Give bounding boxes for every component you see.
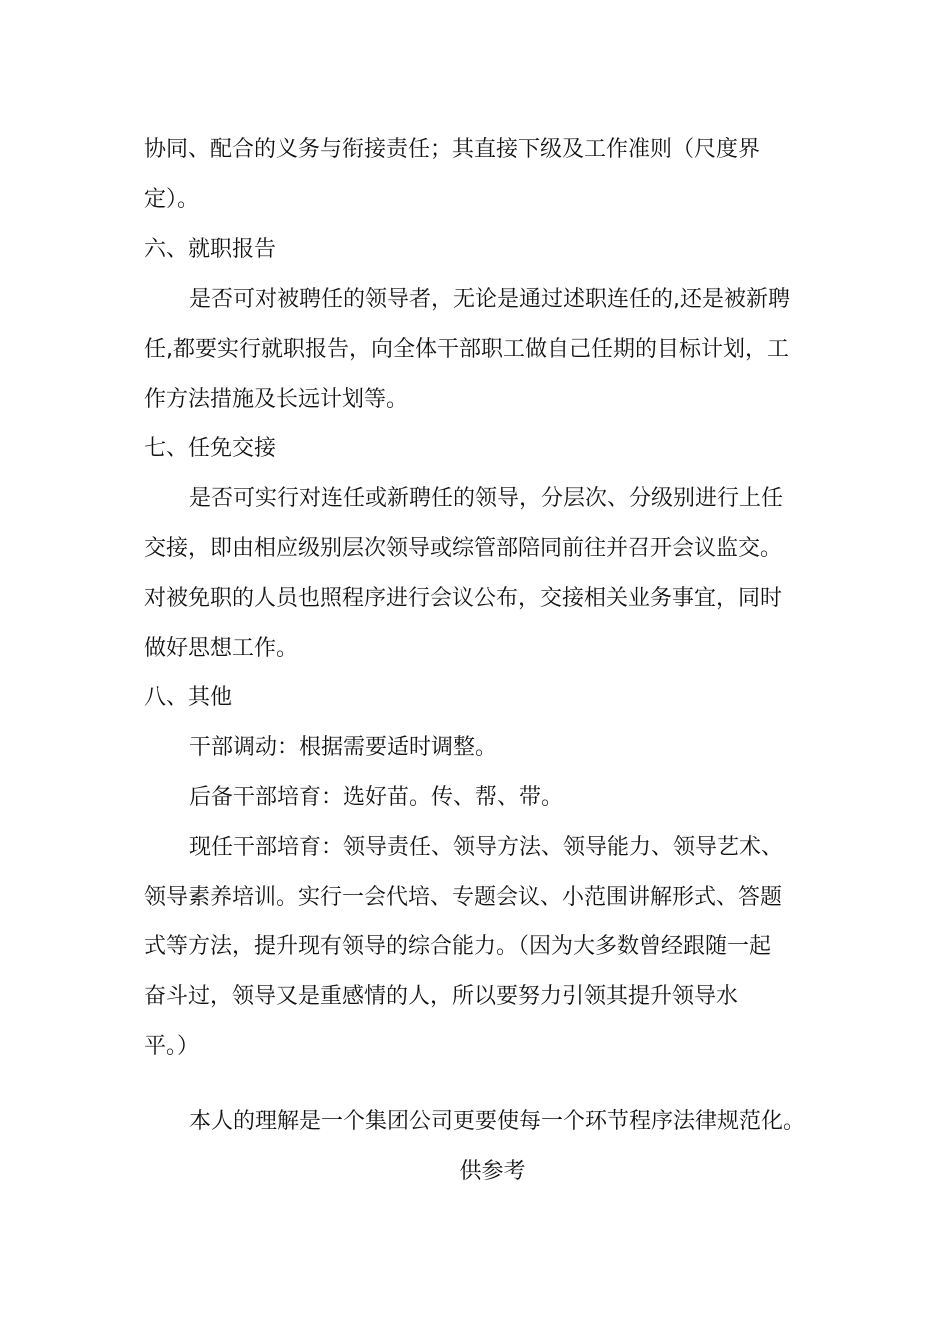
paragraph-line: 定）。 <box>144 187 200 212</box>
paragraph-line: 任,都要实行就职报告，向全体干部职工做自己任期的目标计划，工 <box>144 337 789 362</box>
paragraph-line: 式等方法，提升现有领导的综合能力。（因为大多数曾经跟随一起 <box>144 934 772 959</box>
paragraph-line: 是否可对被聘任的领导者，无论是通过述职连任的,还是被新聘 <box>189 287 790 312</box>
paragraph-line: 奋斗过，领导又是重感情的人，所以要努力引领其提升领导水 <box>144 984 739 1009</box>
paragraph-line: 做好思想工作。 <box>144 636 299 661</box>
paragraph-line: 干部调动：根据需要适时调整。 <box>189 735 498 760</box>
section-heading-7: 七、任免交接 <box>144 436 277 461</box>
section-heading-6: 六、就职报告 <box>144 237 277 262</box>
paragraph-line: 是否可实行对连任或新聘任的领导，分层次、分级别进行上任 <box>189 486 784 511</box>
footer-note: 供参考 <box>459 1159 526 1184</box>
paragraph-line: 交接，即由相应级别层次领导或综管部陪同前往并召开会议监交。 <box>144 536 783 561</box>
paragraph-line: 现任干部培育：领导责任、领导方法、领导能力、领导艺术、 <box>189 835 784 860</box>
closing-statement: 本人的理解是一个集团公司更要使每一个环节程序法律规范化。 <box>189 1109 806 1134</box>
section-heading-8: 八、其他 <box>144 685 233 710</box>
paragraph-line: 对被免职的人员也照程序进行会议公布，交接相关业务事宜，同时 <box>144 586 783 611</box>
paragraph-line: 协同、配合的义务与衔接责任；其直接下级及工作准则（尺度界 <box>144 137 761 162</box>
paragraph-line: 平。） <box>144 1034 200 1059</box>
paragraph-line: 后备干部培育：选好苗。传、帮、带。 <box>189 785 564 810</box>
paragraph-line: 作方法措施及长远计划等。 <box>144 387 409 412</box>
paragraph-line: 领导素养培训。实行一会代培、专题会议、小范围讲解形式、答题 <box>144 885 783 910</box>
